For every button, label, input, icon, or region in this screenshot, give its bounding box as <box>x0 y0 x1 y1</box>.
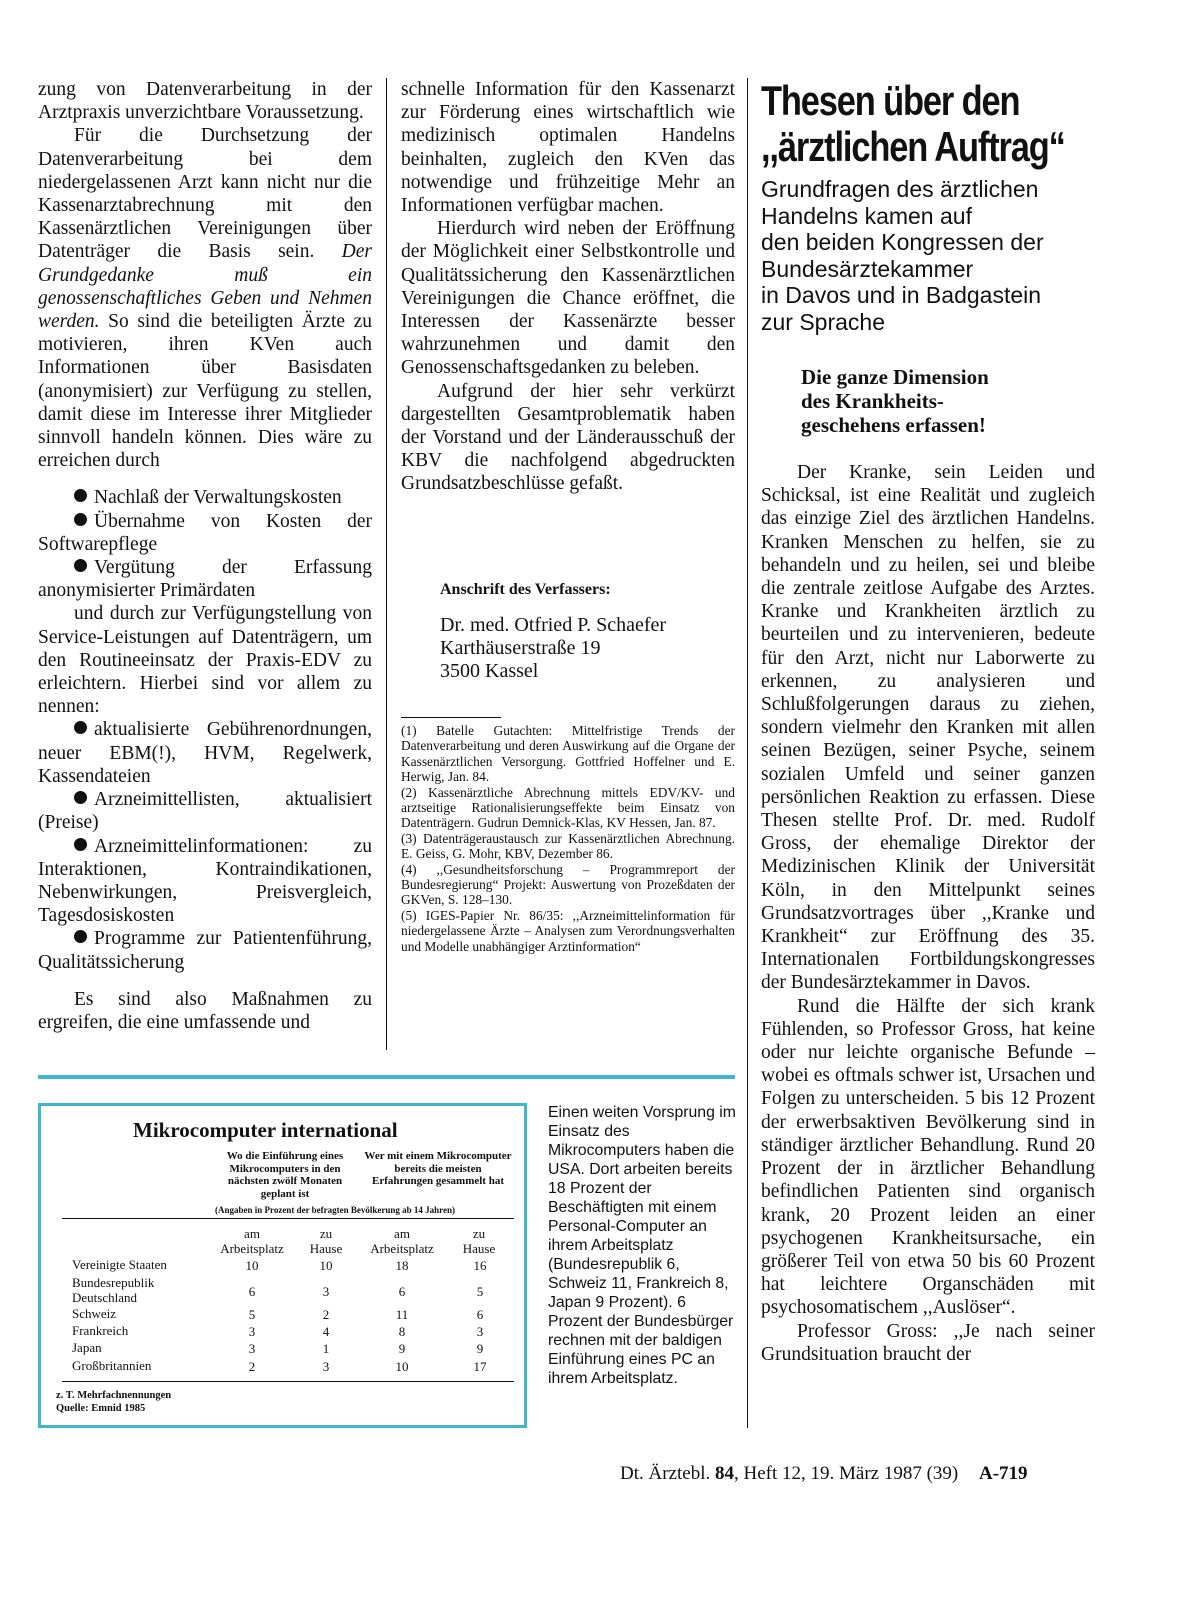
col1-bullet: Programme zur Patientenführung, Qualitätssicherung <box>38 928 372 973</box>
page-number: A-719 <box>979 1463 1028 1484</box>
table-row-country: Großbritannien <box>72 1358 152 1373</box>
column-rule-1 <box>386 78 387 1050</box>
bullet-dot-icon <box>74 513 87 526</box>
col1-bullet: Arzneimittelinformationen: zu Interaktionen, Kontraindikationen, Nebenwirkungen, Preisvergleich, Tagesdosiskosten <box>38 835 372 927</box>
table-bottom-rule <box>62 1381 514 1382</box>
table-column-header: zu Hause <box>309 1226 343 1256</box>
table-header-rule <box>62 1218 514 1219</box>
table-cell: 18 <box>395 1258 409 1273</box>
footnote: (4) ,,Gesundheitsforschung – Programmreport der Bundesregierung“ Projekt: Auswertung von Prozeßdaten der GKVen, S. 128–130. <box>401 861 735 908</box>
col2-paragraph-1: schnelle Information für den Kassenarzt zur Förderung eines wirtschaftlich wie medizinisch optimalen Handelns beinhalten, zugleich den KVen das notwendige und frühzeitige Mehr an Informationen verfügbar machen. <box>401 79 735 217</box>
col1-paragraph-2: Für die Durchsetzung der Datenverarbeitung bei dem niedergelassenen Arzt kann nicht nur die Kassenarztabrechnung mit den Kassenärztlichen Vereinigungen über Datenträger die Basis sein. Der Grundgedanke muß ein genossenschaftliches Geben und Nehmen werden. So sind die beteiligten Ärzte zu motivieren, ihren KVen auch Informationen über Basisdaten (anonymisiert) zur Verfügung zu stellen, damit diese im Interesse ihrer Mitglieder sinnvoll handeln können. Dies wäre zu erreichen durch <box>38 125 372 472</box>
column-2 <box>401 78 735 496</box>
article-subheadline: Handelns kamen auf <box>761 202 972 229</box>
address-line: Dr. med. Otfried P. Schaefer <box>440 614 667 636</box>
col1-paragraph-1: zung von Datenverarbeitung in der Arztpraxis unverzichtbare Voraussetzung. <box>38 79 372 124</box>
journal-volume: 84 <box>714 1463 734 1484</box>
table-cell: 9 <box>398 1341 406 1356</box>
address-line: Karthäuserstraße 19 <box>440 637 601 659</box>
address-heading: Anschrift des Verfassers: <box>440 581 611 598</box>
table-cell: 3 <box>322 1284 330 1299</box>
address-line: 3500 Kassel <box>440 660 539 682</box>
article-subheadline: Bundesärztekammer <box>761 255 974 282</box>
table-cell: 3 <box>476 1324 484 1339</box>
col1-paragraph-3: und durch zur Verfügungstellung von Service-Leistungen auf Datenträgern, um den Routineeinsatz der Praxis-EDV zu erleichtern. Hierbei sind vor allem zu nennen: <box>38 603 372 718</box>
table-cell: 2 <box>248 1359 256 1374</box>
table-cell: 9 <box>476 1341 484 1356</box>
page-footer <box>620 1463 1028 1485</box>
table-cell: 16 <box>473 1258 487 1273</box>
table-cell: 10 <box>395 1359 409 1374</box>
col3-paragraph-3: Professor Gross: ,,Je nach seiner Grundsituation braucht der <box>761 1320 1095 1365</box>
table-cell: 2 <box>322 1307 330 1322</box>
table-note: (Angaben in Prozent der befragten Bevölkerung ab 14 Jahren) <box>215 1205 455 1215</box>
table-caption <box>548 1103 738 1388</box>
table-row-country: Frankreich <box>72 1323 129 1338</box>
table-cell: 5 <box>476 1284 484 1299</box>
table-cell: 3 <box>322 1359 330 1374</box>
footnote: (5) IGES-Papier Nr. 86/35: ,,Arzneimittelinformation für niedergelassene Ärzte – Analysen zum Verordnungsverhalten und Modelle unabhängiger Arztinformation“ <box>401 907 735 954</box>
table-cell: 5 <box>248 1307 256 1322</box>
col2-paragraph-2: Hierdurch wird neben der Eröffnung der Möglichkeit einer Selbstkontrolle und Qualitätssicherung den Kassenärztlichen Vereinigungen die Chance eröffnet, die Interessen der Kassenärzte besser wahrzunehmen und damit den Genossenschaftsgedanken zu beleben. <box>401 218 735 379</box>
table-row-country: Vereinigte Staaten <box>72 1257 167 1272</box>
footnote: (2) Kassenärztliche Abrechnung mittels EDV/KV- und arztseitige Rationalisierungseffekte beim Einsatz von Datenträgern. Gudrun Demnick-Klas, KV Hessen, Jan. 87. <box>401 784 735 831</box>
footnote: (1) Batelle Gutachten: Mittelfristige Trends der Datenverarbeitung und deren Auswirkung auf die Organe der Kassenärztlichen Versorgung. Gottfried Hoffelner und E. Herwig, Jan. 84. <box>401 723 735 785</box>
article-subheadline: zur Sprache <box>761 308 886 335</box>
col1-bullet: Übernahme von Kosten der Softwarepflege <box>38 510 372 555</box>
table-group-header: Wo die Einführung eines Mikrocomputers in den nächsten zwölf Monaten geplant ist <box>226 1150 344 1200</box>
col1-bullet: aktualisierte Gebührenordnungen, neuer EBM(!), HVM, Regelwerk, Kassendateien <box>38 719 372 787</box>
table-row-country: Schweiz <box>72 1306 117 1321</box>
footnotes <box>401 723 735 954</box>
journal-name: Dt. Ärztebl. <box>620 1463 715 1484</box>
footnote: (3) Datenträgeraustausch zur Kassenärztlichen Abrechnung. E. Geiss, G. Mohr, KBV, Dezember 86. <box>401 830 735 862</box>
table-cell: 3 <box>248 1324 256 1339</box>
table-column-header: am Arbeitsplatz <box>370 1226 434 1256</box>
section-heading: geschehens erfassen! <box>801 413 986 437</box>
bullet-dot-icon <box>74 559 87 572</box>
table-column-header: am Arbeitsplatz <box>220 1226 284 1256</box>
footnote-rule <box>401 717 501 718</box>
col3-paragraph-2: Rund die Hälfte der sich krank Fühlenden, so Professor Gross, hat keine oder nur leichte organische Befunde – wobei es oftmals schwer ist, Ursachen und Folgen zu unterscheiden. 5 bis 12 Prozent der erwerbsaktiven Bevölkerung sind in ständiger ärztlicher Behandlung. Rund 20 Prozent der in ärztlicher Behandlung befindlichen Patienten sind organisch krank, 20 Prozent leiden an einer psychogenen Krankheitsursache, ein größerer Teil von etwa 50 bis 60 Prozent hat leichtere Organschäden mit psychosomatischem ,,Auslöser“. <box>761 995 1095 1319</box>
section-heading: des Krankheits- <box>801 389 944 413</box>
journal-issue: , Heft 12, 19. März 1987 (39) <box>733 1463 959 1484</box>
table-footnote: z. T. Mehrfachnennungen <box>56 1390 172 1401</box>
column-1 <box>38 78 372 1034</box>
col1-paragraph-4: Es sind also Maßnahmen zu ergreifen, die eine umfassende und <box>38 988 372 1033</box>
section-heading: Die ganze Dimension <box>801 365 989 389</box>
bullet-dot-icon <box>74 721 87 734</box>
article-headline: Thesen über den <box>761 77 1020 124</box>
table-title: Mikrocomputer international <box>133 1118 398 1142</box>
article-headline: ,,ärztlichen Auftrag“ <box>761 123 1065 170</box>
col1-bullet: Nachlaß der Verwaltungskosten <box>38 486 372 509</box>
article-subheadline: in Davos und in Badgastein <box>761 282 1042 308</box>
table-group-header: Wer mit einem Mikrocomputer bereits die meisten Erfahrungen gesammelt hat <box>364 1150 512 1187</box>
table-cell: 6 <box>248 1284 256 1299</box>
table-cell: 6 <box>398 1284 406 1299</box>
col1-bullet: Vergütung der Erfassung anonymisierter Primärdaten <box>38 557 372 602</box>
table-row-country: Bundesrepublik Deutschland <box>72 1275 155 1305</box>
article-subheadline: Grundfragen des ärztlichen <box>761 176 1039 202</box>
column-3 <box>761 78 1095 1366</box>
table-cell: 17 <box>473 1359 487 1374</box>
col2-paragraph-3: Aufgrund der hier sehr verkürzt dargestellten Gesamtproblematik haben der Vorstand und der Länderausschuß der KBV die nachfolgend abgedruckten Grundsatzbeschlüsse gefaßt. <box>401 380 735 495</box>
col3-paragraph-1: Der Kranke, sein Leiden und Schicksal, ist eine Realität und zugleich das einzige Ziel des ärztlichen Handelns. Kranken Menschen zu helfen, sie zu behandeln und zu heilen, sei und bleibe die zentrale zeitlose Aufgabe des Arztes. Kranke und Krankheiten ärztlich zu beurteilen und zu intervenieren, bedeute für den Arzt, nicht nur Laborwerte zu erkennen, zu analysieren und Schlußfolgerungen daraus zu ziehen, sondern vielmehr den Kranken mit allen seinen Bezügen, seiner Psyche, seinem sozialen Umfeld und seiner ganzen persönlichen Reaktion zu erfassen. Diese Thesen stellte Prof. Dr. med. Rudolf Gross, der ehemalige Direktor der Medizinischen Klinik der Universität Köln, in den Mittelpunkt seines Grundsatzvortrages über ,,Kranke und Krankheit“ zur Eröffnung des 35. Internationalen Fortbildungskongresses der Bundesärztekammer in Davos. <box>761 462 1095 994</box>
table-cell: 10 <box>319 1258 333 1273</box>
table-cell: 11 <box>395 1307 409 1322</box>
article-subheadline: den beiden Kongressen der <box>761 229 1044 255</box>
bullet-dot-icon <box>74 791 87 804</box>
table-cell: 3 <box>248 1341 256 1356</box>
table-top-rule <box>38 1075 735 1079</box>
col1-bullet: Arzneimittellisten, aktualisiert (Preise) <box>38 789 372 834</box>
table-cell: 1 <box>322 1341 330 1356</box>
bullet-dot-icon <box>74 838 87 851</box>
table-cell: 6 <box>476 1307 484 1322</box>
table-source: Quelle: Emnid 1985 <box>56 1403 146 1414</box>
bullet-dot-icon <box>74 489 87 502</box>
bullet-dot-icon <box>74 930 87 943</box>
table-column-header: zu Hause <box>462 1226 496 1256</box>
table-cell: 4 <box>322 1324 330 1339</box>
table-cell: 10 <box>245 1258 259 1273</box>
caption-text: Einen weiten Vorsprung im Einsatz des Mikrocomputers haben die USA. Dort arbeiten bereits 18 Prozent der Beschäftigten mit einem Personal-Computer an ihrem Arbeitsplatz (Bundesrepublik 6, Schweiz 11, Frankreich 8, Japan 9 Prozent). 6 Prozent der Bundesbürger rechnen mit der baldigen Einführung eines PC an ihrem Arbeitsplatz. <box>548 1104 736 1387</box>
table-row-country: Japan <box>72 1340 102 1355</box>
column-rule-2 <box>747 78 748 1428</box>
table-cell: 8 <box>398 1324 406 1339</box>
author-address <box>440 580 740 683</box>
